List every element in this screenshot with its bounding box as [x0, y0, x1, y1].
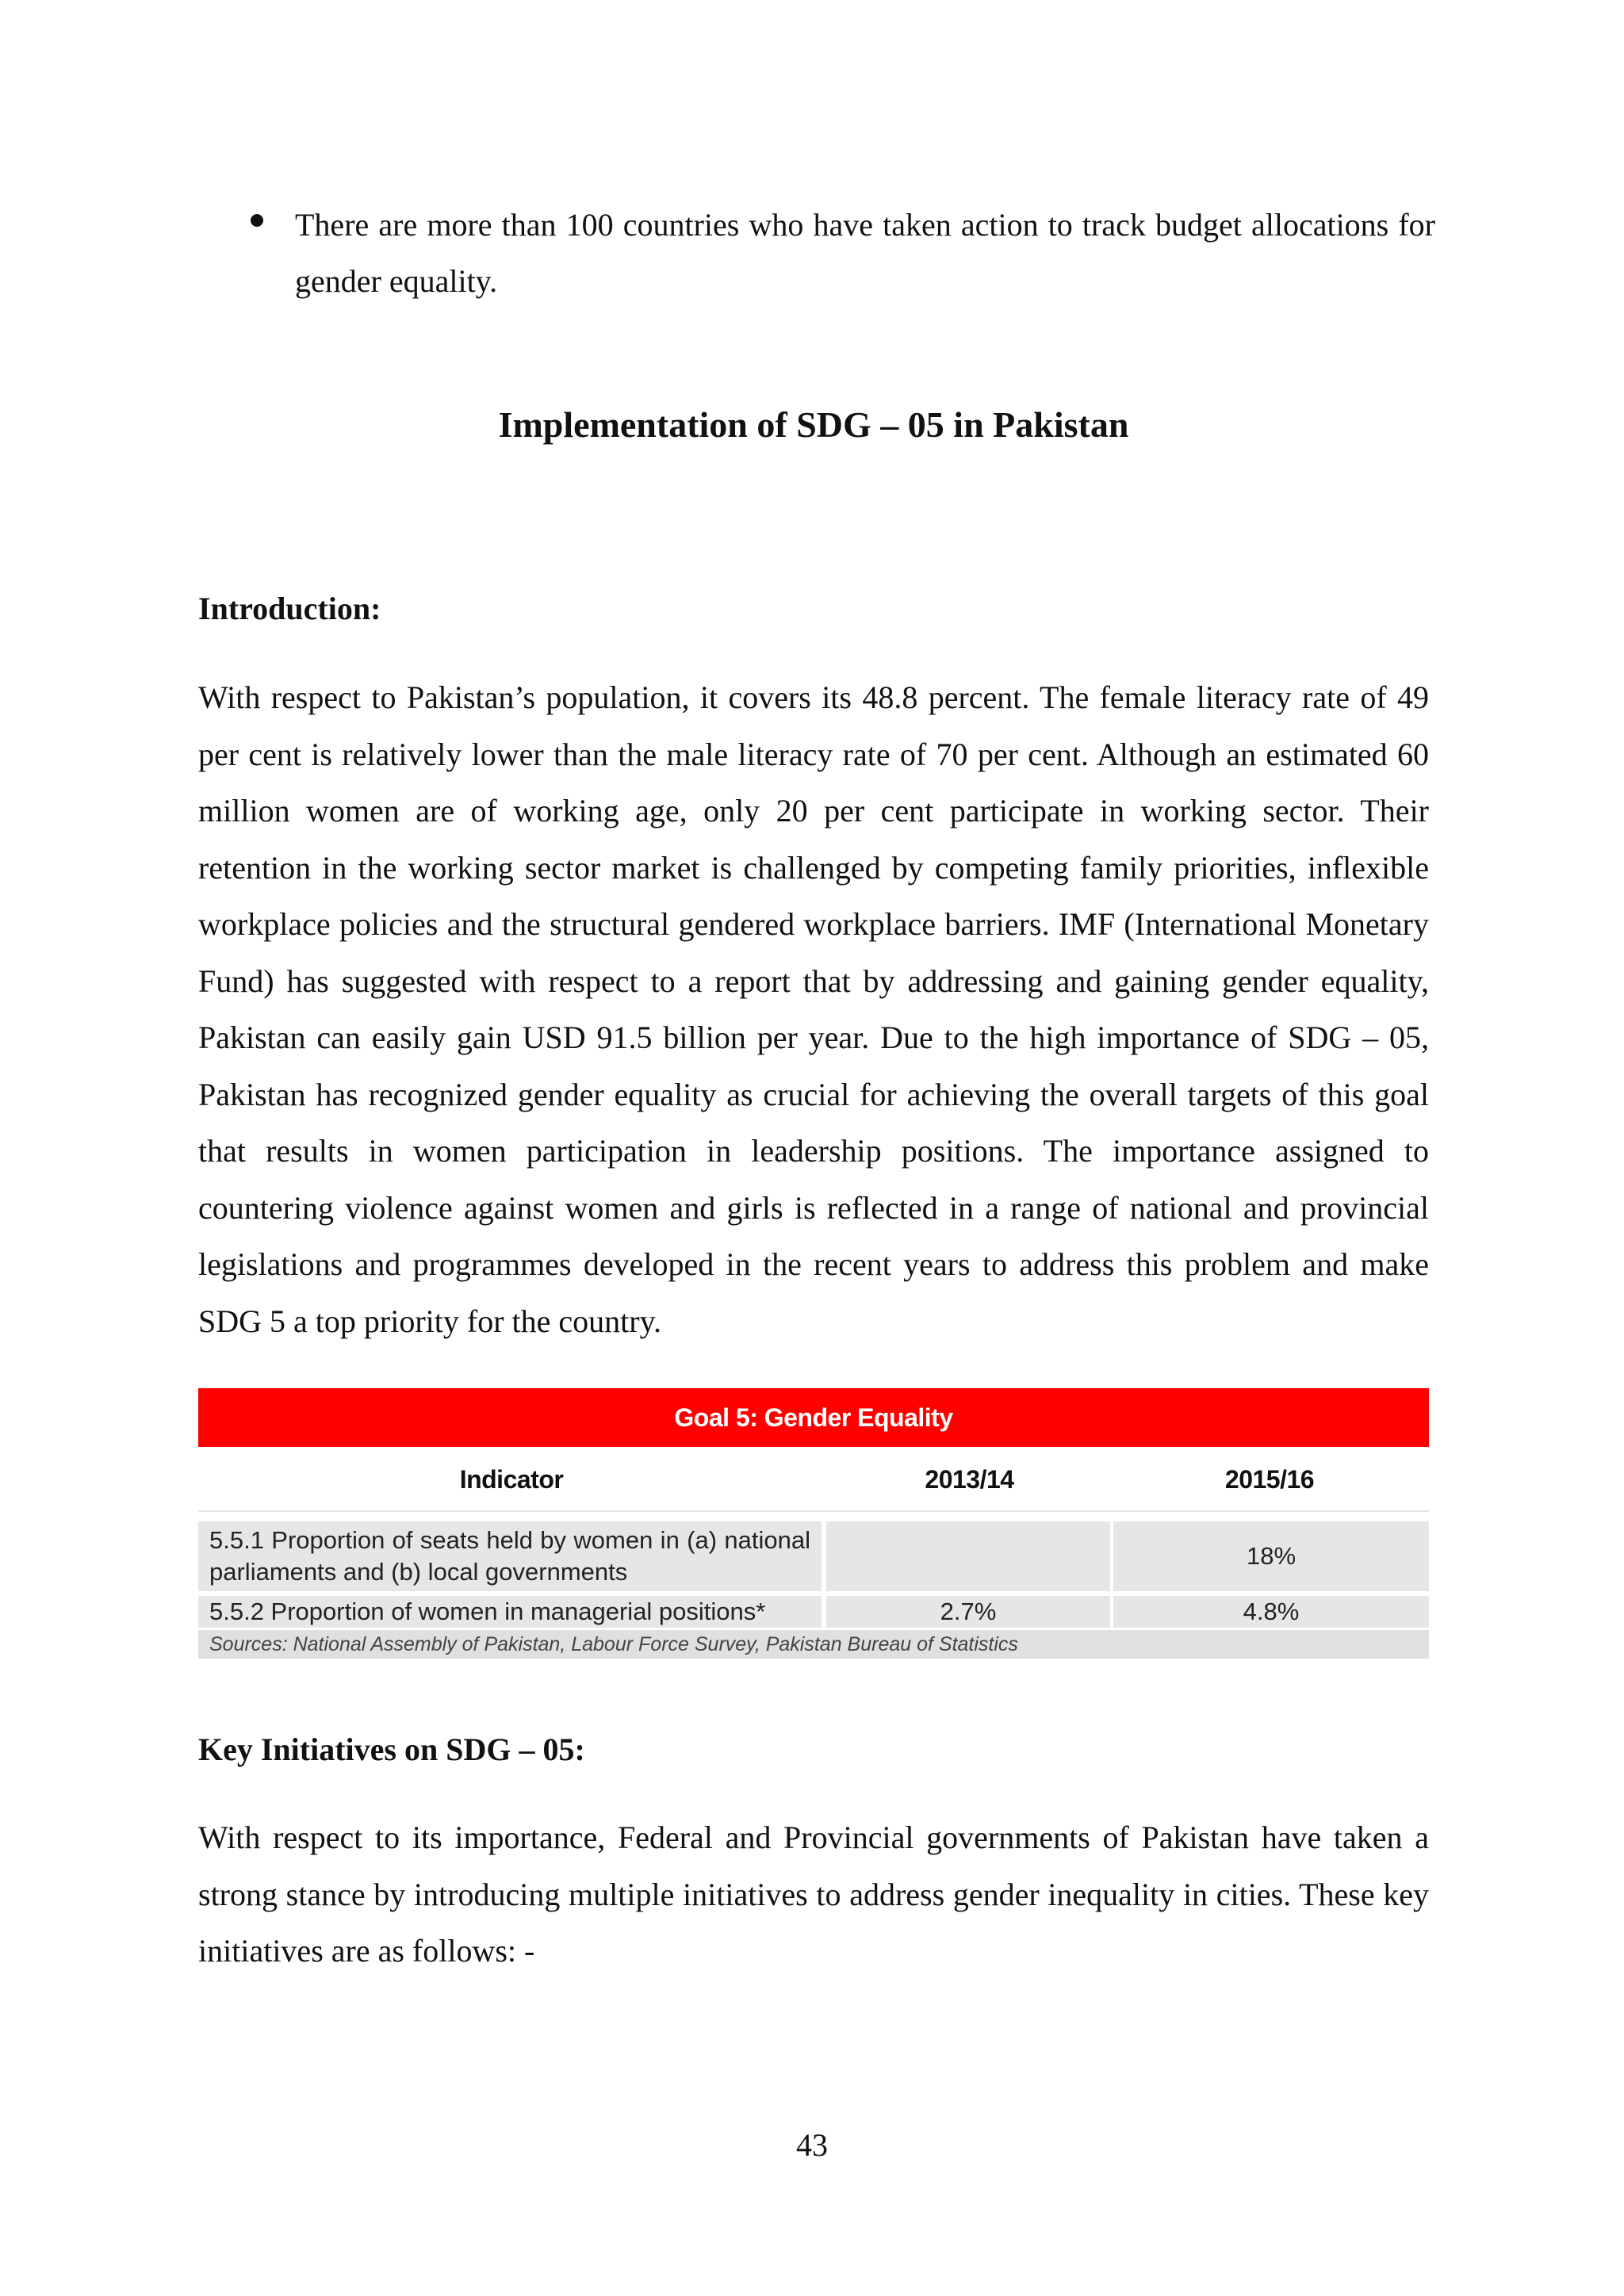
- bullet-icon: [251, 214, 263, 227]
- indicator-cell-5-5-1: 5.5.1 Proportion of seats held by women in (a) national parliaments and (b) local governments: [198, 1521, 822, 1591]
- value-cell-5-5-1-2015: 18%: [1113, 1521, 1429, 1591]
- introduction-paragraph: With respect to Pakistan’s population, it covers its 48.8 percent. The female literacy rate of 49 per cent is relatively lower than the male literacy rate of 70 per cent. Although an estimated 60 million women are of working age, only 20 per cent participate in working sector. Their retention in the working sector market is challenged by competing family priorities, inflexible workplace policies and the structural gendered workplace barriers. IMF (International Monetary Fund) has suggested with respect to a report that by addressing and gaining gender equality, Pakistan can easily gain USD 91.5 billion per year. Due to the high importance of SDG – 05, Pakistan has recognized gender equality as crucial for achieving the overall targets of this goal that results in women participation in leadership positions. The importance assigned to countering violence against women and girls is reflected in a range of national and provincial legislations and programmes developed in the recent years to address this problem and make SDG 5 a top priority for the country.: [198, 679, 1429, 1339]
- value-cell-5-5-2-2013: 2.7%: [826, 1596, 1110, 1628]
- section-title: Implementation of SDG – 05 in Pakistan: [498, 404, 1129, 445]
- value-cell-5-5-2-2015: 4.8%: [1113, 1596, 1429, 1628]
- column-header-2015-16: 2015/16: [1224, 1465, 1315, 1494]
- page-number: 43: [796, 2127, 828, 2163]
- table-source-note: Sources: National Assembly of Pakistan, Labour Force Survey, Pakistan Bureau of Statistics: [198, 1630, 1429, 1659]
- key-initiatives-paragraph: With respect to its importance, Federal and Provincial governments of Pakistan have taken a strong stance by introducing multiple initiatives to address gender inequality in cities. These key initiatives are as follows: -: [198, 1820, 1429, 1969]
- bullet-item: [238, 197, 1435, 309]
- column-header-indicator: Indicator: [459, 1465, 564, 1494]
- column-header-2013-14: 2013/14: [925, 1465, 1014, 1494]
- key-initiatives-heading: Key Initiatives on SDG – 05:: [198, 1732, 585, 1767]
- indicator-cell-5-5-2: 5.5.2 Proportion of women in managerial positions*: [198, 1596, 822, 1628]
- introduction-heading: Introduction:: [198, 591, 381, 626]
- table-banner: Goal 5: Gender Equality: [198, 1388, 1429, 1447]
- value-cell-5-5-1-2013: [826, 1521, 1110, 1591]
- bullet-text: There are more than 100 countries who have taken action to track budget allocations for gender equality.: [295, 207, 1435, 299]
- header-divider: [198, 1510, 1429, 1512]
- gender-equality-table: [198, 1388, 1429, 1669]
